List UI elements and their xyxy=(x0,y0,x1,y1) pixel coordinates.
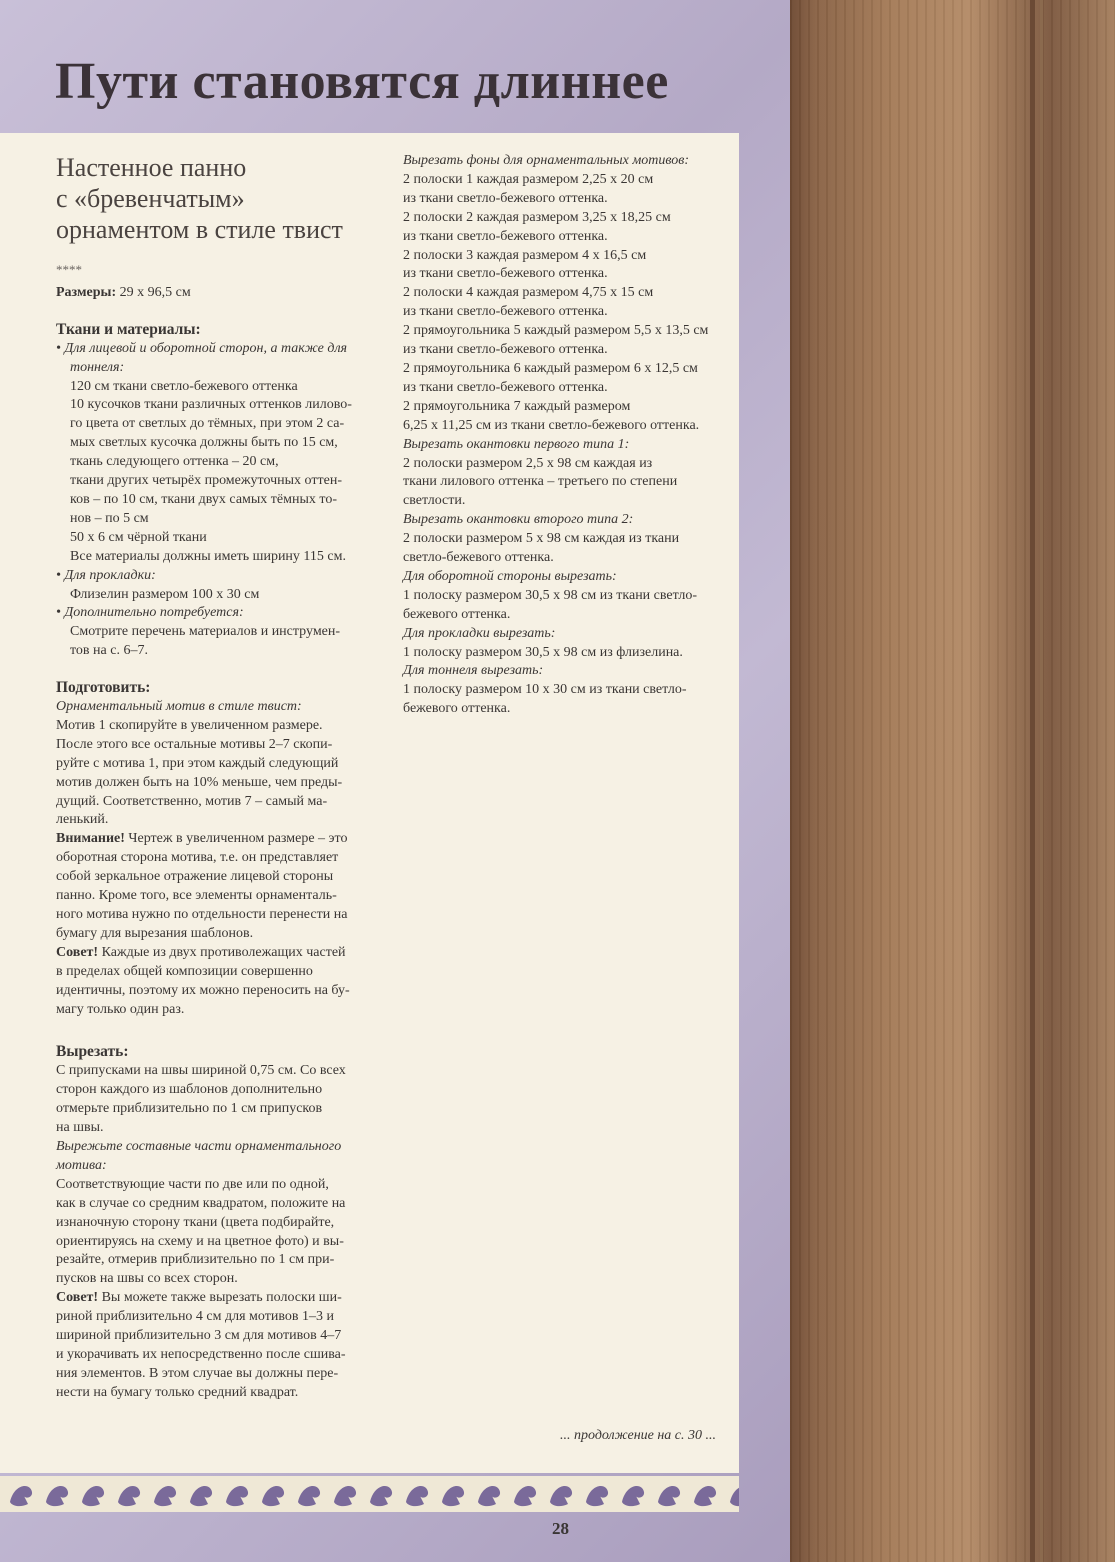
text-line: 6,25 х 11,25 см из ткани светло-бежевого оттенка. xyxy=(403,417,700,433)
text-line: из ткани светло-бежевого оттенка. xyxy=(403,342,608,358)
cut-list xyxy=(56,1062,374,1289)
materials-heading: Ткани и материалы: xyxy=(56,320,201,338)
text-line: риной приблизительно 4 см для мотивов 1–3 и xyxy=(56,1309,334,1325)
text-line: отмерьте приблизительно по 1 см припусков xyxy=(56,1101,323,1117)
text-line: нов – по 5 см xyxy=(70,510,149,526)
subtitle xyxy=(56,152,374,245)
swirl-pattern-icon xyxy=(0,1476,739,1512)
text-line: Вырезать окантовки первого типа 1: xyxy=(403,436,630,452)
text-line: Смотрите перечень материалов и инструмен- xyxy=(70,624,341,640)
continuation-note: ... продолжение на с. 30 ... xyxy=(560,1428,717,1443)
swirl-icon xyxy=(226,1486,248,1506)
text-line: 2 полоски 3 каждая размером 4 х 16,5 см xyxy=(403,247,647,263)
text-line: бежевого оттенка. xyxy=(403,606,511,622)
text-line: из ткани светло-бежевого оттенка. xyxy=(403,379,608,395)
swirl-icon xyxy=(478,1486,500,1506)
text-line: 2 прямоугольника 7 каждый размером xyxy=(403,398,631,414)
attention-block xyxy=(56,830,374,943)
text-line: из ткани светло-бежевого оттенка. xyxy=(403,228,608,244)
text-line: ориентируясь на схему и на цветное фото) и вы- xyxy=(56,1233,344,1249)
cutting-list xyxy=(403,152,728,719)
text-line: Для тоннеля вырезать: xyxy=(403,663,544,679)
text-line: тоннеля: xyxy=(70,359,125,375)
swirl-icon xyxy=(442,1486,464,1506)
text-line: светлости. xyxy=(403,493,466,509)
swirl-icon xyxy=(586,1486,608,1506)
text-line: ков – по 10 см, ткани двух самых тёмных то- xyxy=(70,491,337,507)
text-line: и укорачивать их непосредственно после сшива- xyxy=(56,1346,346,1362)
tip-text: Каждые из двух противолежащих частей xyxy=(98,944,346,960)
text-line: Вырежьте составные части орнаментального xyxy=(56,1138,342,1154)
swirl-icon xyxy=(514,1486,536,1506)
text-line: как в случае со средним квадратом, положите на xyxy=(56,1195,346,1211)
wood-seam-highlight xyxy=(1040,0,1043,1562)
prepare-list xyxy=(56,698,374,830)
tip-label: Совет! xyxy=(56,944,99,960)
swirl-icon xyxy=(298,1486,320,1506)
text-line: го цвета от светлых до тёмных, при этом 2 са- xyxy=(70,416,345,432)
text-line: из ткани светло-бежевого оттенка. xyxy=(403,304,608,320)
text-line: 2 прямоугольника 5 каждый размером 5,5 х 13,5 см xyxy=(403,323,709,339)
text-line: 1 полоску размером 10 х 30 см из ткани светло- xyxy=(403,682,687,698)
text-line: 50 х 6 см чёрной ткани xyxy=(70,529,207,545)
text-line xyxy=(56,944,374,963)
tip-block xyxy=(56,944,374,1020)
text-line: 2 полоски размером 2,5 х 98 см каждая из xyxy=(403,455,653,471)
text-line: ткани лилового оттенка – третьего по степени xyxy=(403,474,678,490)
size-value: 29 x 96,5 см xyxy=(116,284,191,300)
page-number: 28 xyxy=(552,1519,569,1538)
text-line: Для прокладки вырезать: xyxy=(403,625,556,641)
text-line: 2 полоски 1 каждая размером 2,25 х 20 см xyxy=(403,171,654,187)
swirl-icon xyxy=(370,1486,392,1506)
text-line: собой зеркальное отражение лицевой стороны xyxy=(56,869,334,885)
swirl-icon xyxy=(82,1486,104,1506)
text-line: 2 полоски размером 5 х 98 см каждая из ткани xyxy=(403,531,680,547)
text-line: 10 кусочков ткани различных оттенков лилово- xyxy=(70,397,352,413)
text-line: панно. Кроме того, все элементы орнаменталь- xyxy=(56,888,337,904)
text-line: бумагу для вырезания шаблонов. xyxy=(56,925,254,941)
swirl-icon xyxy=(190,1486,212,1506)
swirl-icon xyxy=(10,1486,32,1506)
text-line: изнаночную сторону ткани (цвета подбирайте, xyxy=(56,1214,335,1230)
attention-label: Внимание! xyxy=(56,831,125,847)
text-line: ния элементов. В этом случае вы должны пере- xyxy=(56,1365,339,1381)
text-line: 2 прямоугольника 6 каждый размером 6 х 12,5 см xyxy=(403,360,698,376)
text-line: мых светлых кусочка должны быть по 15 см, xyxy=(70,435,338,451)
text-line: нести на бумагу только средний квадрат. xyxy=(56,1384,299,1400)
text-line: резайте, отмерив приблизительно по 1 см при- xyxy=(56,1252,335,1268)
text-line: руйте с мотива 1, при этом каждый следующий xyxy=(56,755,339,771)
tip-text: Вы можете также вырезать полоски ши- xyxy=(98,1290,342,1306)
page-title: Пути становятся длиннее xyxy=(55,53,669,110)
text-line: С припусками на швы шириной 0,75 см. Со всех xyxy=(56,1063,346,1079)
text-line: 1 полоску размером 30,5 х 98 см из ткани светло- xyxy=(403,587,698,603)
swirl-icon xyxy=(622,1486,644,1506)
text-line: • Для прокладки: xyxy=(56,567,156,583)
text-line: на швы. xyxy=(56,1120,104,1136)
text-line: ного мотива нужно по отдельности перенести на xyxy=(56,907,348,922)
text-line: Мотив 1 скопируйте в увеличенном размере. xyxy=(56,717,323,733)
text-line: Флизелин размером 100 х 30 см xyxy=(70,586,260,602)
swirl-icon xyxy=(154,1486,176,1506)
text-line: магу только один раз. xyxy=(56,1001,185,1017)
subtitle-line: орнаментом в стиле твист xyxy=(56,215,343,244)
size-label: Размеры: xyxy=(56,284,117,300)
text-line: в пределах общей композиции совершенно xyxy=(56,963,313,979)
size-line xyxy=(56,284,374,303)
left-column xyxy=(56,152,374,1403)
text-line: 2 полоски 2 каждая размером 3,25 х 18,25 см xyxy=(403,209,671,225)
prepare-heading: Подготовить: xyxy=(56,679,151,697)
tip2-block xyxy=(56,1289,374,1402)
text-line: идентичны, поэтому их можно переносить на бу- xyxy=(56,982,350,998)
text-line: Вырезать фоны для орнаментальных мотивов: xyxy=(403,153,689,168)
right-column xyxy=(403,152,728,719)
text-line: 1 полоску размером 30,5 х 98 см из флизелина. xyxy=(403,644,683,660)
subtitle-line: с «бревенчатым» xyxy=(56,184,245,213)
text-line: оборотная сторона мотива, т.е. он представляет xyxy=(56,850,339,866)
text-line: дущий. Соответственно, мотив 7 – самый ма- xyxy=(56,793,328,809)
tip-label: Совет! xyxy=(56,1290,99,1306)
swirl-icon xyxy=(262,1486,284,1506)
text-line: ленький. xyxy=(56,812,109,828)
text-line: мотива: xyxy=(56,1157,107,1173)
swirl-icon xyxy=(46,1486,68,1506)
materials-list xyxy=(56,340,374,661)
difficulty-stars: **** xyxy=(56,262,82,277)
wood-photo xyxy=(790,0,1115,1562)
text-line: мотив должен быть на 10% меньше, чем преды- xyxy=(56,774,343,790)
text-line: 120 см ткани светло-бежевого оттенка xyxy=(70,378,298,394)
subtitle-line: Настенное панно xyxy=(56,153,247,182)
swirl-icon xyxy=(730,1486,739,1506)
text-line xyxy=(56,830,374,849)
text-line: ткань следующего оттенка – 20 см, xyxy=(70,454,279,470)
text-line: сторон каждого из шаблонов дополнительно xyxy=(56,1082,323,1098)
text-line: ткани других четырёх промежуточных оттен- xyxy=(70,473,342,489)
text-line: бежевого оттенка. xyxy=(403,701,511,717)
swirl-icon xyxy=(550,1486,572,1506)
text-line: Соответствующие части по две или по одной, xyxy=(56,1176,329,1192)
swirl-icon xyxy=(694,1486,716,1506)
text-line: тов на с. 6–7. xyxy=(70,643,148,659)
text-line xyxy=(56,1289,374,1308)
decorative-border xyxy=(0,1476,739,1512)
text-line: • Дополнительно потребуется: xyxy=(56,605,244,621)
text-line: 2 полоски 4 каждая размером 4,75 х 15 см xyxy=(403,285,654,301)
text-line: Орнаментальный мотив в стиле твист: xyxy=(56,699,302,715)
text-line: Вырезать окантовки второго типа 2: xyxy=(403,512,634,528)
text-line: светло-бежевого оттенка. xyxy=(403,550,554,566)
text-line: Для оборотной стороны вырезать: xyxy=(403,568,617,584)
text-line: После этого все остальные мотивы 2–7 скопи- xyxy=(56,736,333,752)
text-line: шириной приблизительно 3 см для мотивов 4–7 xyxy=(56,1328,342,1344)
swirl-icon xyxy=(406,1486,428,1506)
swirl-icon xyxy=(118,1486,140,1506)
text-line: Все материалы должны иметь ширину 115 см. xyxy=(70,548,346,564)
text-line: из ткани светло-бежевого оттенка. xyxy=(403,266,608,282)
wood-seam xyxy=(1030,0,1035,1562)
text-line: пусков на швы со всех сторон. xyxy=(56,1271,238,1287)
attention-text: Чертеж в увеличенном размере – это xyxy=(124,831,348,847)
text-line: из ткани светло-бежевого оттенка. xyxy=(403,190,608,206)
cut-heading: Вырезать: xyxy=(56,1043,129,1061)
swirl-icon xyxy=(658,1486,680,1506)
swirl-icon xyxy=(334,1486,356,1506)
text-line: • Для лицевой и оборотной сторон, а также для xyxy=(56,340,348,356)
